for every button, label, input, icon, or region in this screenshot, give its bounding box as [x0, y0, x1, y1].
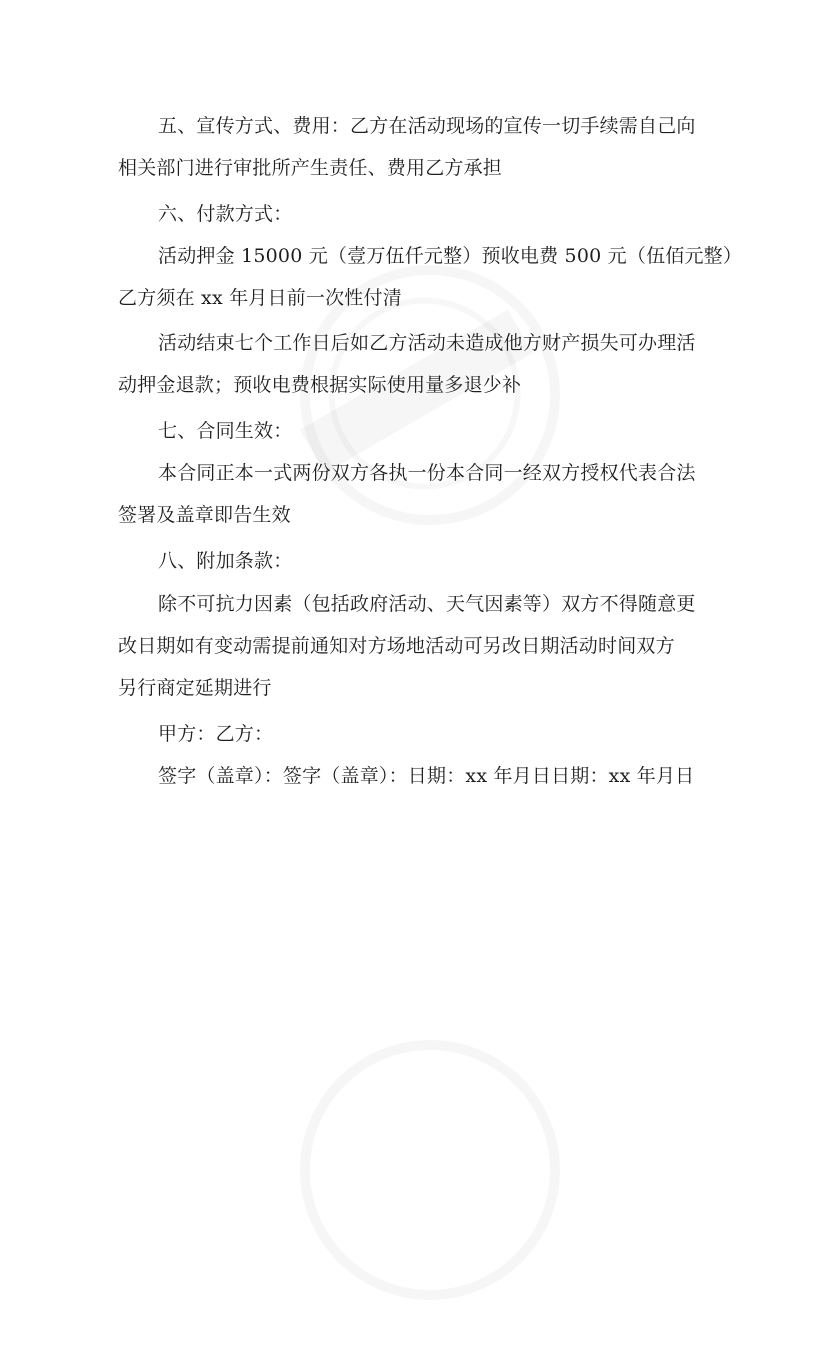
parties-line: 甲方：乙方： [158, 723, 274, 745]
watermark-seal-bottom [252, 992, 607, 1347]
section-8-heading: 八、附加条款： [158, 550, 293, 572]
section-5-heading: 五、宣传方式、费用：乙方在活动现场的宣传一切手续需自己向 [158, 115, 696, 137]
section-8-text-cont: 改日期如有变动需提前通知对方场地活动可另改日期活动时间双方 [118, 635, 675, 657]
payment-deadline-text: 乙方须在 xx 年月日前一次性付清 [118, 287, 402, 309]
section-7-heading: 七、合同生效： [158, 420, 293, 442]
deposit-text: 活动押金 15000 元（壹万伍仟元整）预收电费 500 元（伍佰元整） [158, 245, 743, 267]
signature-line: 签字（盖章）：签字（盖章）：日期：xx 年月日日期：xx 年月日 [158, 765, 695, 787]
refund-text: 活动结束七个工作日后如乙方活动未造成他方财产损失可办理活 [158, 332, 696, 354]
section-6-heading: 六、付款方式： [158, 203, 293, 225]
section-7-text: 本合同正本一式两份双方各执一份本合同一经双方授权代表合法 [158, 462, 696, 484]
section-8-text-end: 另行商定延期进行 [118, 677, 272, 699]
section-5-text: 相关部门进行审批所产生责任、费用乙方承担 [118, 157, 503, 179]
section-7-text-cont: 签署及盖章即告生效 [118, 504, 291, 526]
refund-text-cont: 动押金退款；预收电费根据实际使用量多退少补 [118, 374, 522, 396]
section-8-text: 除不可抗力因素（包括政府活动、天气因素等）双方不得随意更 [158, 593, 696, 615]
